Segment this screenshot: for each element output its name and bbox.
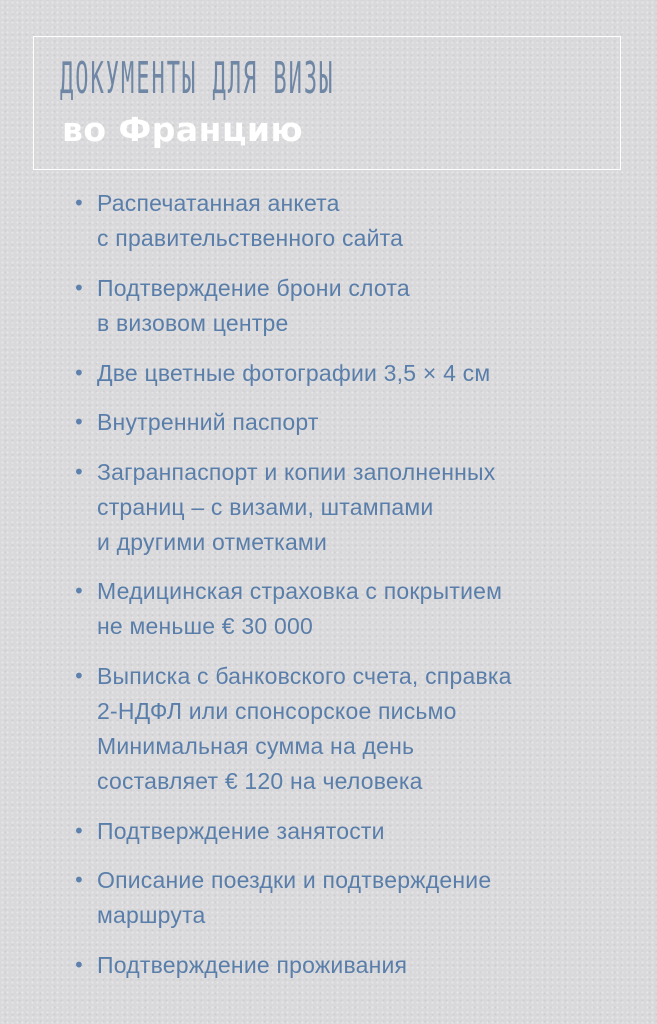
list-item-line: в визовом центре — [97, 310, 289, 336]
list-item-line: и другими отметками — [97, 529, 327, 555]
bullet-icon: • — [73, 664, 85, 688]
page-subtitle: во Францию — [62, 110, 304, 149]
list-item-text — [97, 356, 637, 391]
bullet-icon: • — [73, 460, 85, 484]
list-item-line: маршрута — [97, 902, 206, 928]
list-item-line: Загранпаспорт и копии заполненных — [97, 459, 496, 485]
list-item-text — [97, 574, 637, 644]
list-item-text — [97, 814, 637, 849]
bullet-icon: • — [73, 819, 85, 843]
bullet-icon: • — [73, 953, 85, 977]
bullet-icon: • — [73, 191, 85, 215]
list-item-line: Две цветные фотографии 3,5 × 4 см — [97, 360, 491, 386]
list-item-line: Подтверждение проживания — [97, 952, 408, 978]
list-item-line: составляет € 120 на человека — [97, 768, 423, 794]
list-item-line: Распечатанная анкета — [97, 190, 340, 216]
bullet-icon: • — [73, 579, 85, 603]
list-item-line: 2-НДФЛ или спонсорское письмо — [97, 698, 457, 724]
bullet-icon: • — [73, 361, 85, 385]
bullet-icon: • — [73, 410, 85, 434]
list-item-line: Описание поездки и подтверждение — [97, 867, 492, 893]
list-item-line: Подтверждение брони слота — [97, 275, 410, 301]
list-item-line: Минимальная сумма на день — [97, 733, 415, 759]
list-item-line: с правительственного сайта — [97, 225, 404, 251]
list-item-text — [97, 948, 637, 983]
list-item-text — [97, 186, 637, 256]
bullet-icon: • — [73, 276, 85, 300]
page-title: ДОКУМЕНТЫ ДЛЯ ВИЗЫ — [60, 53, 335, 104]
list-item-line: Внутренний паспорт — [97, 409, 319, 435]
list-item-text — [97, 455, 637, 560]
list-item-line: Выписка с банковского счета, справка — [97, 663, 512, 689]
bullet-icon: • — [73, 868, 85, 892]
list-item-line: Медицинская страховка с покрытием — [97, 578, 503, 604]
list-item-line: страниц – с визами, штампами — [97, 494, 434, 520]
list-item-line: не меньше € 30 000 — [97, 613, 313, 639]
list-item-text — [97, 271, 637, 341]
list-item-text — [97, 659, 637, 799]
list-item-text — [97, 863, 637, 933]
list-item-line: Подтверждение занятости — [97, 818, 385, 844]
list-item-text — [97, 405, 637, 440]
